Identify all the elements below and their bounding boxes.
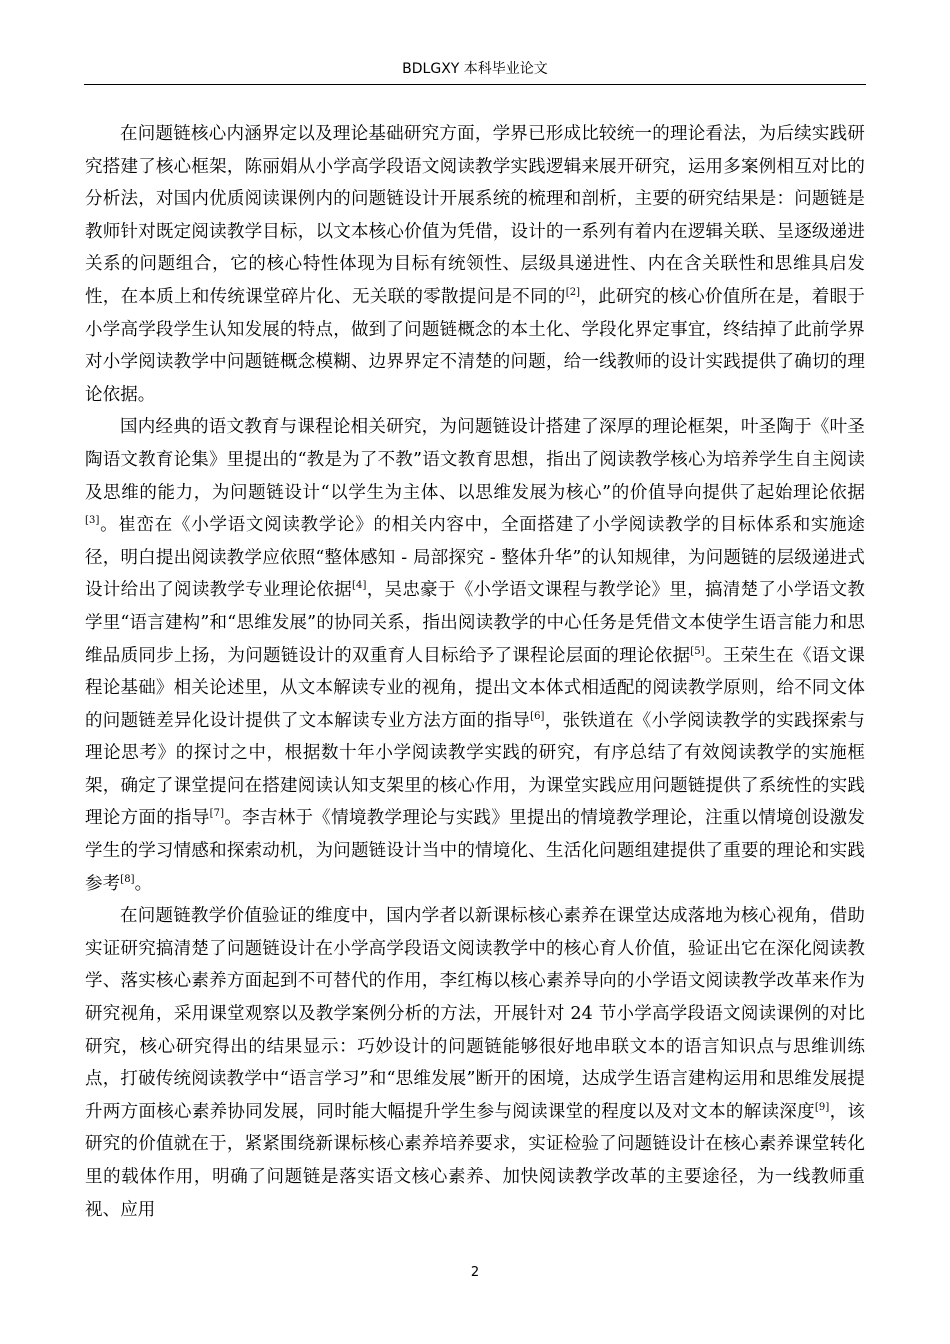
page-header: [84, 58, 866, 85]
citation-ref: [5]: [690, 645, 705, 657]
text-run: 。李吉林于《情境教学理论与实践》里提出的情境教学理论，注重以情境创设激发学生的学习情感和探索动机，为问题链设计当中的情境化、生活化问题组建提供了重要的理论和实践参考: [85, 808, 865, 894]
paragraph-2: [85, 411, 865, 900]
citation-ref: [8]: [120, 873, 135, 885]
text-run: 。: [134, 873, 153, 894]
text-run: 。王荣生在《语文课程论基础》相关论述里，从文本解读专业的视角，提出文本体式相适配的阅读教学原则，给不同文体的问题链差异化设计提供了文本解读专业方法方面的指导: [85, 645, 865, 731]
citation-ref: [4]: [352, 580, 367, 592]
citation-ref: [9]: [814, 1101, 830, 1113]
header-title: BDLGXY 本科毕业论文: [402, 61, 548, 77]
paragraph-1: [85, 118, 865, 411]
text-run: ，该研究的价值就在于，紧紧围绕新课标核心素养培养要求，实证检验了问题链设计在核心素养课堂转化里的载体作用，明确了问题链是落实语文核心素养、加快阅读教学改革的主要途径，为一线教师重视、应用: [85, 1101, 865, 1220]
text-run: 。崔峦在《小学语文阅读教学论》的相关内容中，全面搭建了小学阅读教学的目标体系和实施途径，明白提出阅读教学应依照“整体感知 - 局部探究 - 整体升华”的认知规律，为问题链的层级递进式设计给出了阅读教学专业理论依据: [85, 515, 865, 601]
document-body: [85, 118, 865, 1226]
citation-ref: [3]: [85, 515, 100, 527]
text-run: 在问题链核心内涵界定以及理论基础研究方面，学界已形成比较统一的理论看法，为后续实践研究搭建了核心框架，陈丽娟从小学高学段语文阅读教学实践逻辑来展开研究，运用多案例相互对比的分析法，对国内优质阅读课例内的问题链设计开展系统的梳理和剖析，主要的研究结果是：问题链是教师针对既定阅读教学目标，以文本核心价值为凭借，设计的一系列有着内在逻辑关联、呈逐级递进关系的问题组合，它的核心特性体现为目标有统领性、层级具递进性、内在含关联性和思维具启发性，在本质上和传统课堂碎片化、无关联的零散提问是不同的: [85, 124, 865, 307]
citation-ref: [2]: [565, 287, 581, 299]
text-run: 在问题链教学价值验证的维度中，国内学者以新课标核心素养在课堂达成落地为核心视角，借助实证研究搞清楚了问题链设计在小学高学段语文阅读教学中的核心育人价值，验证出它在深化阅读教学、落实核心素养方面起到不可替代的作用，李红梅以核心素养导向的小学语文阅读教学改革来作为研究视角，采用课堂观察以及教学案例分析的方法，开展针对 24 节小学高学段语文阅读课例的对比研究，核心研究得出的结果显示：巧妙设计的问题链能够很好地串联文本的语言知识点与思维训练点，打破传统阅读教学中“语言学习”和“思维发展”断开的困境，达成学生语言建构运用和思维发展提升两方面核心素养协同发展，同时能大幅提升学生参与阅读课堂的程度以及对文本的解读深度: [85, 906, 865, 1122]
paragraph-3: [85, 900, 865, 1226]
citation-ref: [6]: [530, 710, 545, 722]
text-run: ，张铁道在《小学阅读教学的实践探索与理论思考》的探讨之中，根据数十年小学阅读教学实践的研究，有序总结了有效阅读教学的实施框架，确定了课堂提问在搭建阅读认知支架里的核心作用，为课堂实践应用问题链提供了系统性的实践理论方面的指导: [85, 710, 865, 829]
text-run: 国内经典的语文教育与课程论相关研究，为问题链设计搭建了深厚的理论框架，叶圣陶于《叶圣陶语文教育论集》里提出的“教是为了不教”语文教育思想，指出了阅读教学核心为培养学生自主阅读及思维的能力，为问题链设计“以学生为主体、以思维发展为核心”的价值导向提供了起始理论依据: [85, 417, 865, 503]
page-number: 2: [470, 1265, 480, 1280]
text-run: ，此研究的核心价值所在是，着眼于小学高学段学生认知发展的特点，做到了问题链概念的本土化、学段化界定事宜，终结掉了此前学界对小学阅读教学中问题链概念模糊、边界界定不清楚的问题，给一线教师的设计实践提供了确切的理论依据。: [85, 286, 865, 405]
text-run: ，吴忠豪于《小学语文课程与教学论》里，搞清楚了小学语文教学里“语言建构”和“思维发展”的协同关系，指出阅读教学的中心任务是凭借文本使学生语言能力和思维品质同步上扬，为问题链设计的双重育人目标给予了课程论层面的理论依据: [85, 580, 865, 666]
citation-ref: [7]: [209, 808, 225, 820]
